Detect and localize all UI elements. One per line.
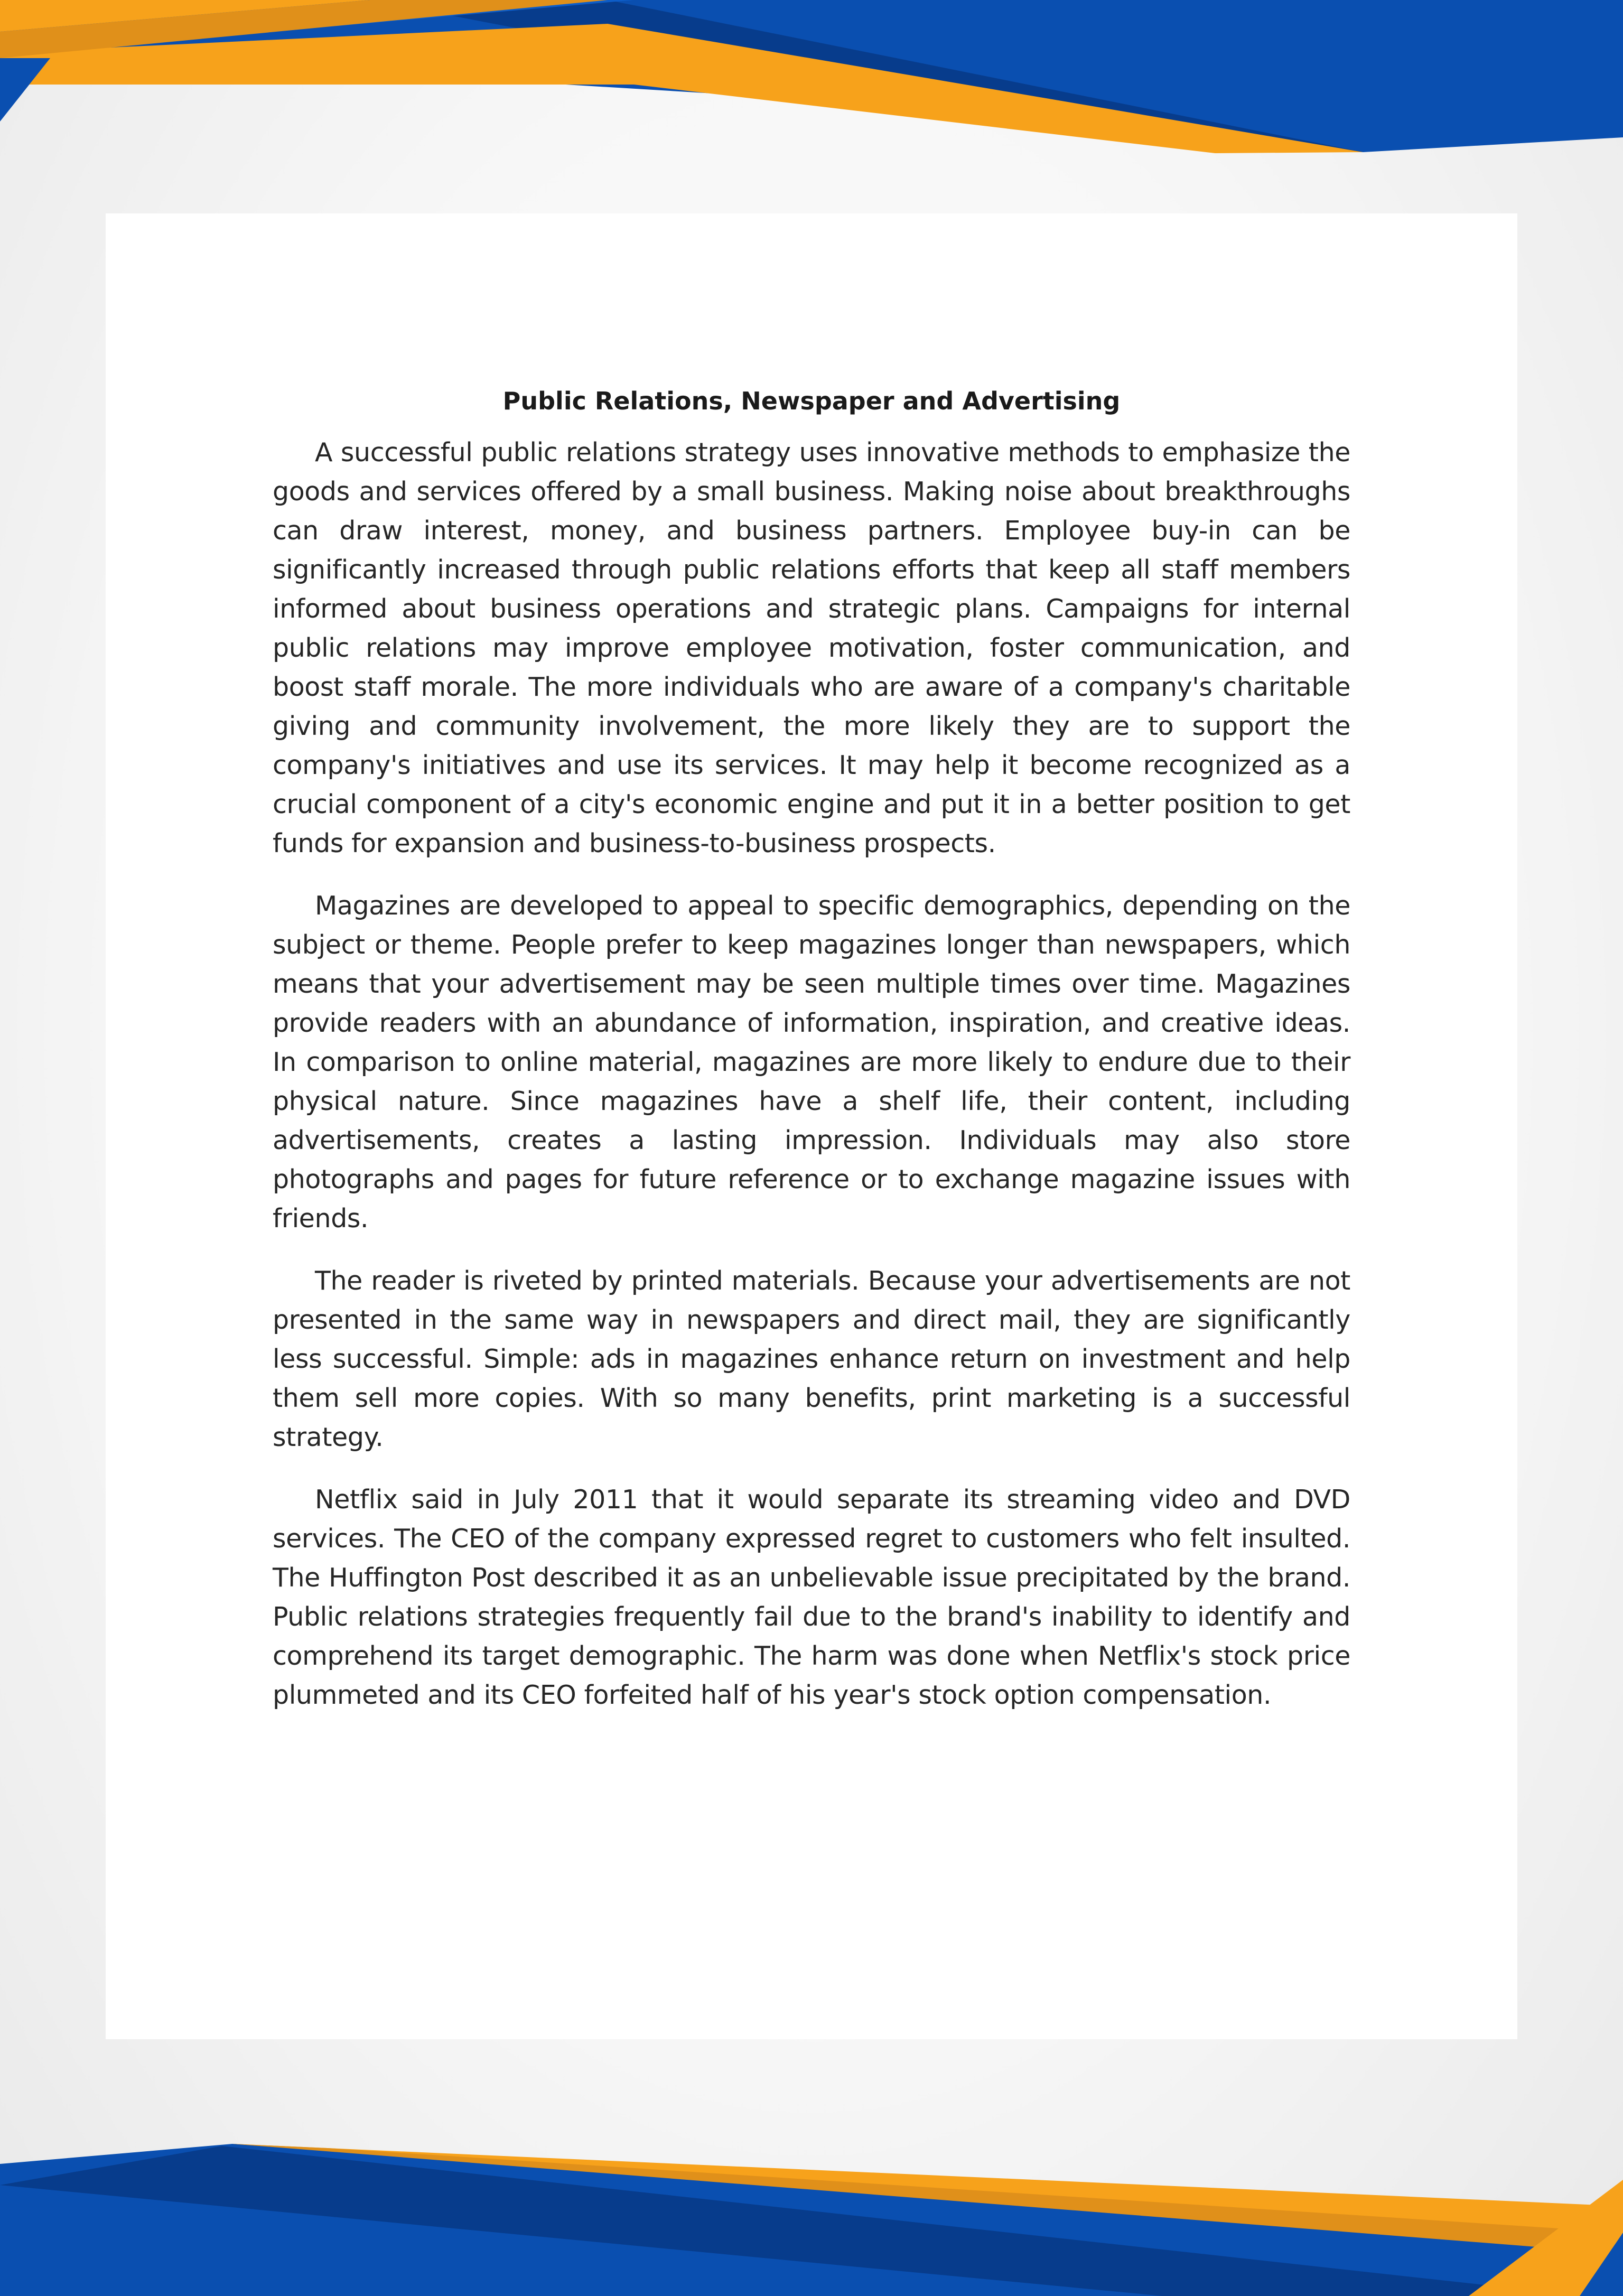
bottom-decorative-banner xyxy=(0,2127,1623,2296)
paragraph-netflix: Netflix said in July 2011 that it would separate its streaming video and DVD services. The CEO of the company expressed regret to customers who felt insulted. The Huffington Post described it as an unbelievable issue precipitated by the brand. Public relations strategies frequently fail due to the brand's inability to identify and comprehend its target demographic. The harm was done when Netflix's stock price plummeted and its CEO forfeited half of his year's stock option compensation. xyxy=(273,1485,1350,1710)
top-decorative-banner xyxy=(0,0,1623,158)
document-page xyxy=(106,213,1517,2039)
paragraph-magazines: Magazines are developed to appeal to specific demographics, depending on the subject or theme. People prefer to keep magazines longer than newspapers, which means that your advertisement may be seen multiple times over time. Magazines provide readers with an abundance of information, inspiration, and creative ideas. In comparison to online material, magazines are more likely to endure due to their physical nature. Since magazines have a shelf life, their content, including advertisements, creates a lasting impression. Individuals may also store photographs and pages for future reference or to exchange magazine issues with friends. xyxy=(273,891,1350,1234)
paragraph-public-relations: A successful public relations strategy uses innovative methods to emphasize the goods and services offered by a small business. Making noise about breakthroughs can draw interest, money, and business partners. Employee buy-in can be significantly increased through public relations efforts that keep all staff members informed about business operations and strategic plans. Campaigns for internal public relations may improve employee motivation, foster communication, and boost staff morale. The more individuals who are aware of a company's charitable giving and community involvement, the more likely they are to support the company's initiatives and use its services. It may help it become recognized as a crucial component of a city's economic engine and put it in a better position to get funds for expansion and business-to-business prospects. xyxy=(273,437,1350,858)
document-title: Public Relations, Newspaper and Advertising xyxy=(502,387,1121,415)
paragraph-printed-materials: The reader is riveted by printed materials. Because your advertisements are not presented in the same way in newspapers and direct mail, they are significantly less successful. Simple: ads in magazines enhance return on investment and help them sell more copies. With so many benefits, print marketing is a successful strategy. xyxy=(273,1266,1350,1452)
document-body xyxy=(273,382,1350,1738)
